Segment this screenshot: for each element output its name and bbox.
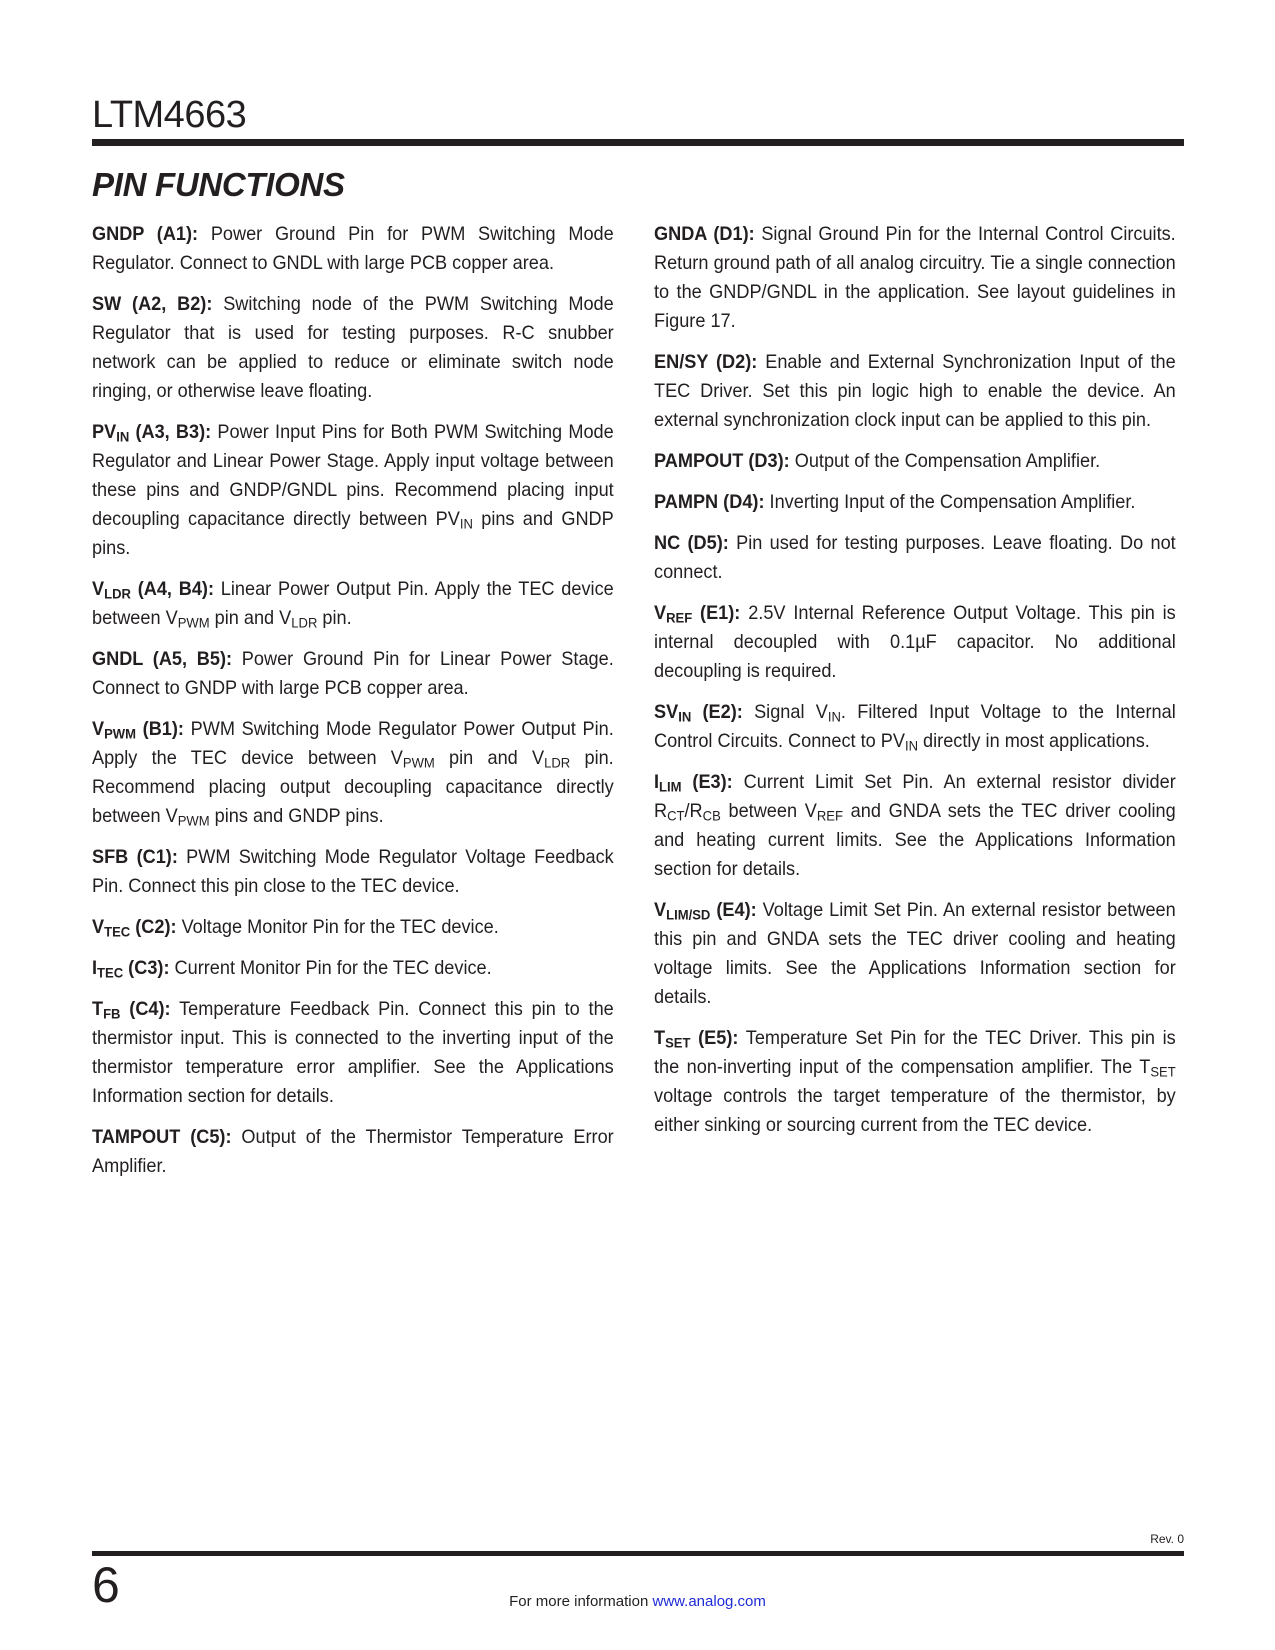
pin-list-left — [92, 220, 614, 1193]
pin-entry-vref — [654, 599, 1176, 686]
revision-label: Rev. 0 — [1150, 1532, 1184, 1546]
pin-entry-gndp — [92, 220, 614, 278]
part-number: LTM4663 — [92, 94, 247, 136]
pin-description: Temperature Set Pin for the TEC Driver. This pin is the non-inverting input of the compensation amplifier. The $T_{SET}$ voltage controls the target temperature of the thermistor, by either sinking or sourcing current from the TEC device. — [654, 1027, 1176, 1136]
pin-label: $V_{REF}$ (E1): — [654, 602, 741, 626]
pin-description: Current Limit Set Pin. An external resistor divider $R_{CT}/R_{CB}$ between $V_{REF}$ and GNDA sets the TEC driver cooling and heating current limits. See the Applications Information section for details. — [654, 771, 1176, 880]
pin-label: $V_{LDR}$ (A4, B4): — [92, 578, 215, 602]
pin-description: Signal $V_{IN}$. Filtered Input Voltage to the Internal Control Circuits. Connect to $PV_{IN}$ directly in most applications. — [654, 701, 1176, 754]
pin-description: Voltage Limit Set Pin. An external resistor between this pin and GNDA sets the TEC driver cooling and heating voltage limits. See the Applications Information section for details. — [654, 899, 1176, 1008]
pin-entry-tampout — [92, 1123, 614, 1181]
pin-label: PAMPN (D4): — [654, 491, 765, 513]
pin-entry-nc — [654, 529, 1176, 587]
pin-label: GNDP (A1): — [92, 223, 199, 245]
pin-entry-itec — [92, 954, 614, 983]
pin-label: $V_{LIM/SD}$ (E4): — [654, 899, 757, 923]
pin-entry-vlimsd — [654, 896, 1176, 1012]
pin-entry-sw — [92, 290, 614, 406]
pin-label: $I_{LIM}$ (E3): — [654, 771, 733, 795]
pin-label: GNDL (A5, B5): — [92, 648, 233, 670]
pin-entry-tset — [654, 1024, 1176, 1140]
footer-info — [0, 1594, 1275, 1609]
pin-description: Temperature Feedback Pin. Connect this pin to the thermistor input. This is connected to the inverting input of the thermistor temperature error amplifier. See the Applications Information section for details. — [92, 998, 614, 1107]
pin-entry-vtec — [92, 913, 614, 942]
pin-description: Pin used for testing purposes. Leave floating. Do not connect. — [654, 532, 1176, 583]
pin-entry-ensy — [654, 348, 1176, 435]
pin-entry-gndl — [92, 645, 614, 703]
pin-entry-vldr — [92, 575, 614, 633]
pin-description: PWM Switching Mode Regulator Power Output Pin. Apply the TEC device between $V_{PWM}$ pin and $V_{LDR}$ pin. Recommend placing output decoupling capacitance directly between $V_{PWM}$ pins and GNDP pins. — [92, 718, 614, 829]
pin-entry-pampout — [654, 447, 1176, 476]
pin-description: Linear Power Output Pin. Apply the TEC device between $V_{PWM}$ pin and $V_{LDR}$ pin. — [92, 578, 614, 631]
pin-entry-tfb — [92, 995, 614, 1111]
pin-entry-vpwm — [92, 715, 614, 831]
pin-label: $T_{FB}$ (C4): — [92, 998, 171, 1022]
pin-description: Voltage Monitor Pin for the TEC device. — [181, 916, 499, 938]
pin-label: $PV_{IN}$ (A3, B3): — [92, 421, 212, 445]
pin-entry-gnda — [654, 220, 1176, 336]
pin-label: $I_{TEC}$ (C3): — [92, 957, 170, 981]
section-title: PIN FUNCTIONS — [92, 166, 345, 203]
pin-entry-pampn — [654, 488, 1176, 517]
pin-label: TAMPOUT (C5): — [92, 1126, 232, 1148]
pin-label: $V_{TEC}$ (C2): — [92, 916, 177, 940]
footer-divider — [92, 1551, 1184, 1556]
pin-description: Signal Ground Pin for the Internal Control Circuits. Return ground path of all analog circuitry. Tie a single connection to the GNDP/GNDL in the application. See layout guidelines in Figure 17. — [654, 223, 1176, 332]
pin-description: Power Input Pins for Both PWM Switching Mode Regulator and Linear Power Stage. Apply input voltage between these pins and GNDP/GNDL pins. Recommend placing input decoupling capacitance directly between $PV_{IN}$ pins and GNDP pins. — [92, 421, 614, 559]
pin-label: NC (D5): — [654, 532, 729, 554]
analog-website-link[interactable]: www.analog.com — [652, 1593, 766, 1610]
pin-entry-pvin — [92, 418, 614, 563]
pin-description: Switching node of the PWM Switching Mode Regulator that is used for testing purposes. R-C snubber network can be applied to reduce or eliminate switch node ringing, or otherwise leave floating. — [92, 293, 614, 402]
pin-label: SFB (C1): — [92, 846, 178, 868]
pin-description: Output of the Compensation Amplifier. — [794, 450, 1101, 472]
pin-entry-svin — [654, 698, 1176, 756]
pin-label: $V_{PWM}$ (B1): — [92, 718, 184, 742]
pin-description: 2.5V Internal Reference Output Voltage. This pin is internal decoupled with 0.1µF capacitor. No additional decoupling is required. — [654, 602, 1176, 682]
pin-description: Power Ground Pin for Linear Power Stage. Connect to GNDP with large PCB copper area. — [92, 648, 614, 699]
pin-description: Enable and External Synchronization Input of the TEC Driver. Set this pin logic high to enable the device. An external synchronization clock input can be applied to this pin. — [654, 351, 1176, 431]
pin-label: GNDA (D1): — [654, 223, 755, 245]
pin-entry-sfb — [92, 843, 614, 901]
pin-label: $T_{SET}$ (E5): — [654, 1027, 739, 1051]
header-divider — [92, 139, 1184, 146]
pin-list-right — [654, 220, 1176, 1152]
pin-description: PWM Switching Mode Regulator Voltage Feedback Pin. Connect this pin close to the TEC device. — [92, 846, 614, 897]
pin-description: Output of the Thermistor Temperature Error Amplifier. — [92, 1126, 614, 1177]
pin-entry-ilim — [654, 768, 1176, 884]
pin-label: PAMPOUT (D3): — [654, 450, 790, 472]
page-number: 6 — [92, 1557, 120, 1613]
pin-label: SW (A2, B2): — [92, 293, 213, 315]
footer-info-text: For more information — [509, 1593, 649, 1610]
pin-description: Power Ground Pin for PWM Switching Mode Regulator. Connect to GNDL with large PCB copper area. — [92, 223, 614, 274]
pin-label: EN/SY (D2): — [654, 351, 758, 373]
pin-description: Current Monitor Pin for the TEC device. — [174, 957, 492, 979]
pin-label: $SV_{IN}$ (E2): — [654, 701, 743, 725]
pin-description: Inverting Input of the Compensation Amplifier. — [769, 491, 1136, 513]
